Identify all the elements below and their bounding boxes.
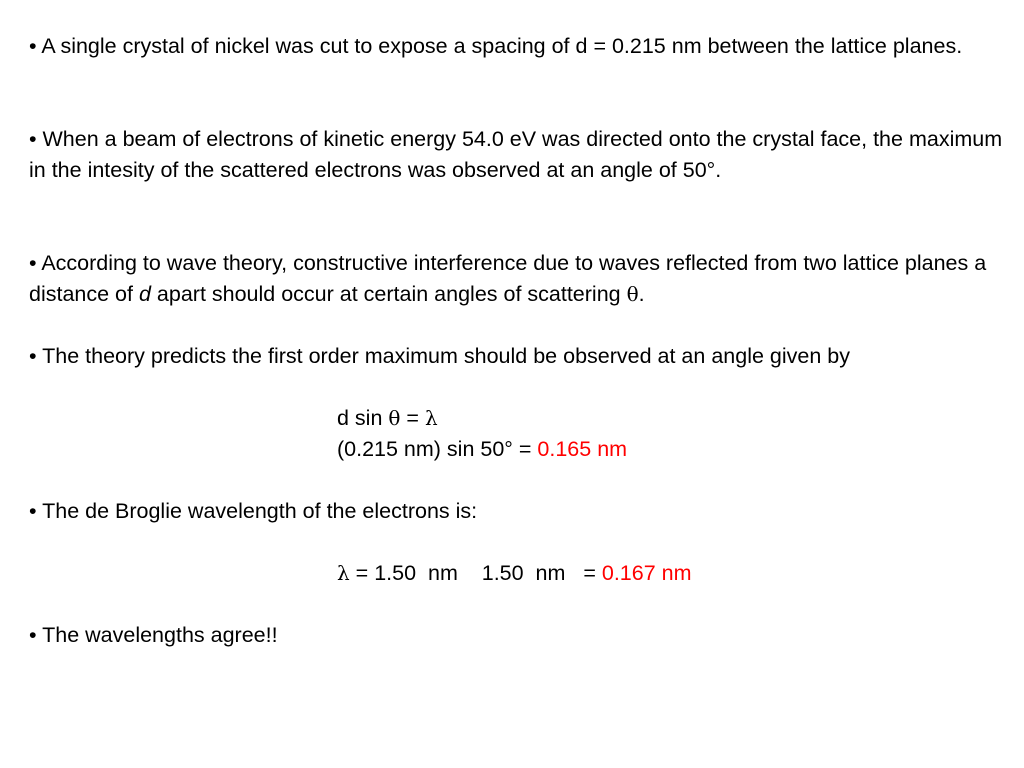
equation-bragg-equals: =: [400, 406, 425, 430]
lambda-symbol: λ: [337, 561, 350, 585]
bullet-conclusion: • The wavelengths agree!!: [29, 623, 278, 647]
bullet-de-broglie: • The de Broglie wavelength of the electrons is:: [29, 499, 478, 523]
bullet-electron-beam: • When a beam of electrons of kinetic energy 54.0 eV was directed onto the crystal face, the maximum in the intesity of the scattered electrons was observed at an angle of 50°.: [29, 127, 1003, 182]
equation-bragg-lhs: d sin: [337, 406, 389, 430]
bragg-wavelength-value: 0.165 nm: [537, 437, 628, 461]
wave-theory-text-pre: • According to wave theory, constructive interference due to waves reflected from two lattice planes a distance of: [29, 251, 987, 306]
equation-bragg-result-text: (0.215 nm) sin 50° =: [337, 437, 538, 461]
variable-d: d: [138, 282, 151, 306]
bullet-wave-theory: [29, 248, 1004, 310]
equation-bragg-result: [337, 434, 627, 465]
bullet-nickel-crystal: • A single crystal of nickel was cut to expose a spacing of d = 0.215 nm between the lattice planes.: [29, 34, 963, 58]
equation-de-broglie: [337, 558, 692, 589]
bullet-theory-prediction: • The theory predicts the first order maximum should be observed at an angle given by: [29, 344, 850, 368]
wave-theory-text-end: .: [638, 282, 645, 306]
de-broglie-wavelength-value: 0.167 nm: [601, 561, 692, 585]
theta-symbol: θ: [626, 282, 639, 306]
theta-symbol: θ: [388, 406, 401, 430]
equation-bragg: [337, 403, 438, 434]
equation-de-broglie-text: = 1.50 nm 1.50 nm =: [349, 561, 602, 585]
wave-theory-text-post: apart should occur at certain angles of scattering: [150, 282, 627, 306]
lambda-symbol: λ: [424, 406, 438, 430]
